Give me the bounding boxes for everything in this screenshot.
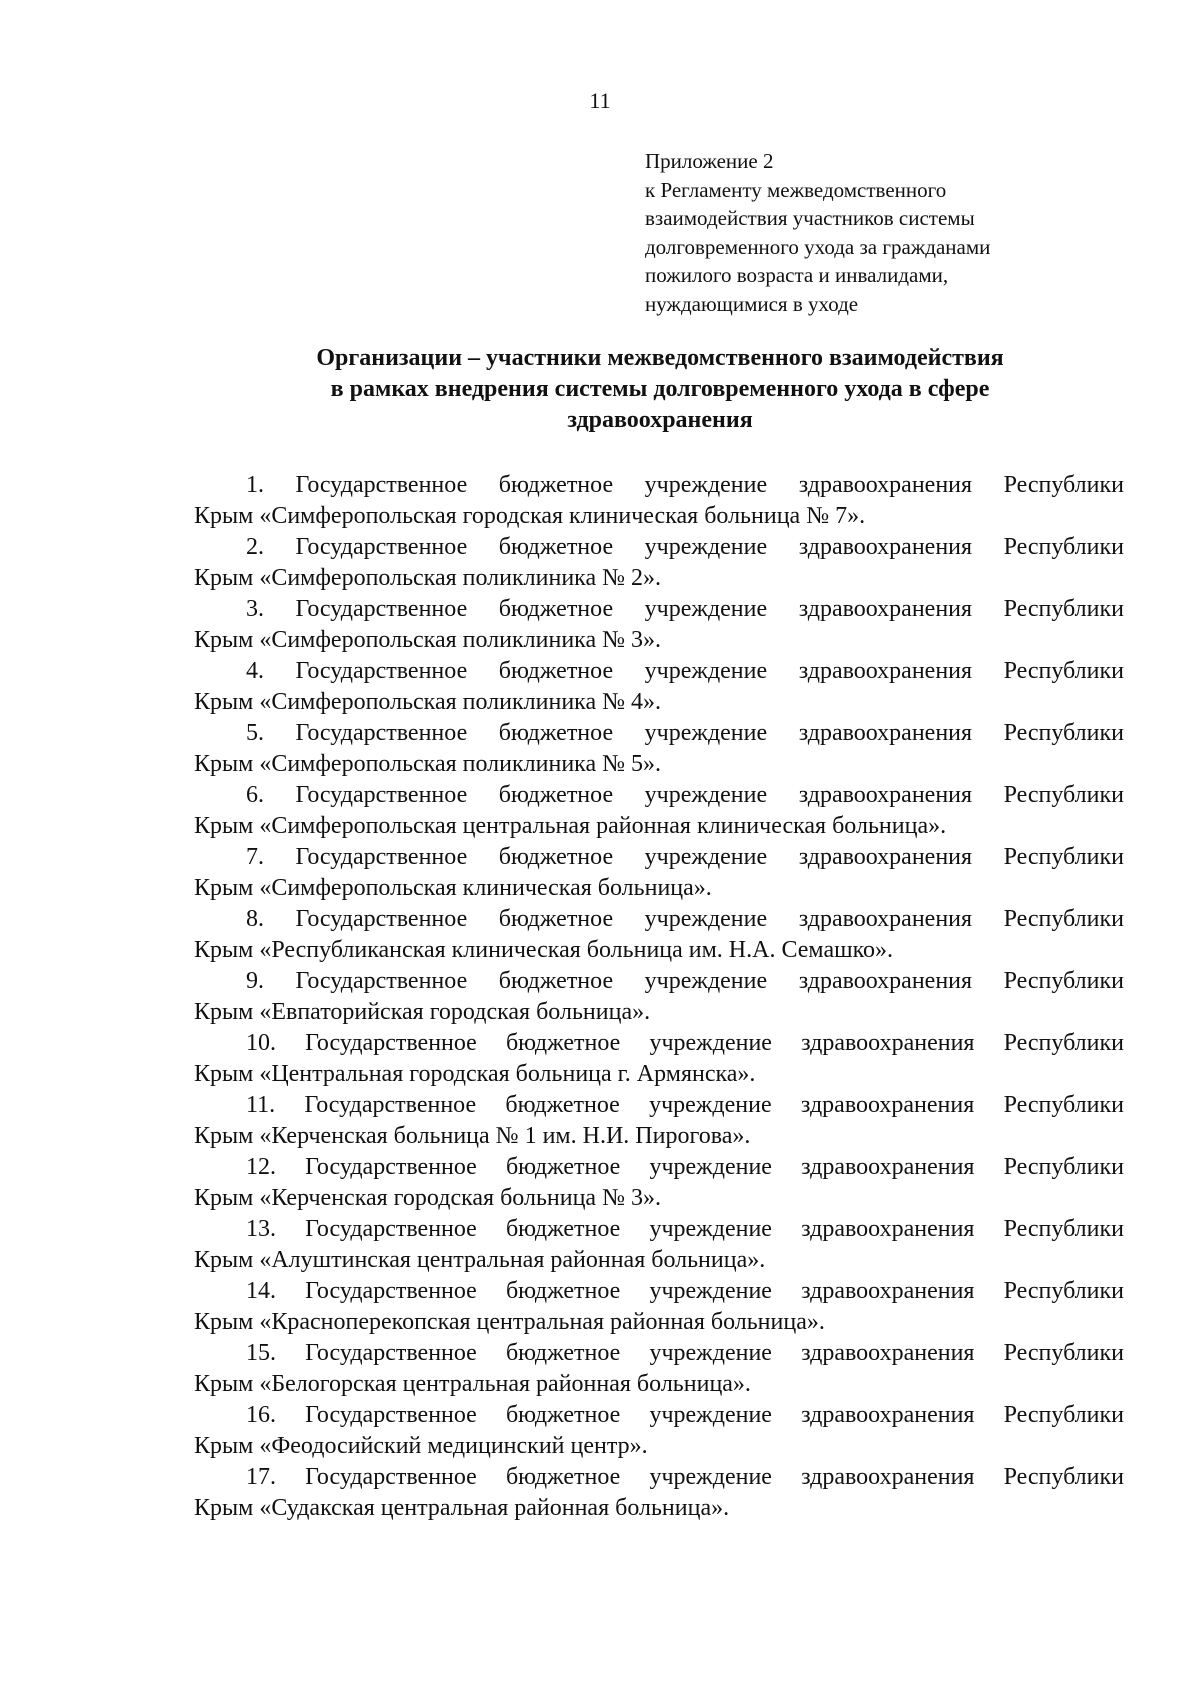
list-item [194, 1338, 1124, 1400]
list-item-text: Государственное бюджетное учреждение здравоохранения Республики [295, 596, 1124, 622]
list-item-first-line [194, 1400, 1124, 1431]
list-item [194, 1276, 1124, 1338]
list-item [194, 1400, 1124, 1462]
list-item-text: Государственное бюджетное учреждение здравоохранения Республики [295, 782, 1124, 808]
list-item-first-line [194, 780, 1124, 811]
list-item-text: Государственное бюджетное учреждение здравоохранения Республики [295, 720, 1124, 746]
appendix-line: к Регламенту межведомственного [645, 177, 947, 202]
list-item-second-line: Крым «Симферопольская поликлиника № 3». [194, 627, 662, 653]
list-item [194, 842, 1124, 904]
list-item-second-line: Крым «Симферопольская центральная районная клиническая больница». [194, 813, 947, 839]
list-item-first-line [194, 1338, 1124, 1369]
list-item-text: Государственное бюджетное учреждение здравоохранения Республики [305, 1154, 1124, 1180]
list-item-second-line: Крым «Симферопольская поликлиника № 2». [194, 565, 662, 591]
list-item [194, 966, 1124, 1028]
heading-line: Организации – участники межведомственного взаимодействия [316, 345, 1004, 371]
heading-line: в рамках внедрения системы долговременного ухода в сфере [330, 376, 990, 402]
list-item [194, 656, 1124, 718]
page-number: 11 [589, 88, 611, 113]
list-item-first-line [194, 470, 1124, 501]
list-item-first-line [194, 1152, 1124, 1183]
list-item-number: 13. [246, 1216, 276, 1242]
list-item [194, 780, 1124, 842]
list-item-text: Государственное бюджетное учреждение здравоохранения Республики [305, 1216, 1124, 1242]
list-item-text: Государственное бюджетное учреждение здравоохранения Республики [305, 1030, 1124, 1056]
list-item-text: Государственное бюджетное учреждение здравоохранения Республики [295, 658, 1124, 684]
list-item [194, 904, 1124, 966]
list-item-text: Государственное бюджетное учреждение здравоохранения Республики [295, 472, 1124, 498]
list-item-number: 10. [246, 1030, 276, 1056]
list-item-second-line: Крым «Феодосийский медицинский центр». [194, 1433, 648, 1459]
list-item-first-line [194, 656, 1124, 687]
list-item-first-line [194, 1462, 1124, 1493]
heading-line: здравоохранения [567, 407, 753, 433]
list-item-second-line: Крым «Керченская городская больница № 3». [194, 1185, 661, 1211]
list-item-number: 12. [246, 1154, 276, 1180]
list-item [194, 1152, 1124, 1214]
list-item-first-line [194, 842, 1124, 873]
list-item-number: 1. [246, 472, 264, 498]
list-item-first-line [194, 594, 1124, 625]
list-item-second-line: Крым «Центральная городская больница г. Армянска». [194, 1061, 756, 1087]
appendix-line: долговременного ухода за гражданами [645, 234, 991, 259]
document-heading [190, 343, 1130, 436]
list-item-number: 6. [246, 782, 264, 808]
list-item-second-line: Крым «Симферопольская городская клиническая больница № 7». [194, 503, 866, 529]
list-item [194, 1214, 1124, 1276]
list-item-text: Государственное бюджетное учреждение здравоохранения Республики [305, 1402, 1124, 1428]
list-item-text: Государственное бюджетное учреждение здравоохранения Республики [295, 844, 1124, 870]
list-item-first-line [194, 1276, 1124, 1307]
list-item-first-line [194, 904, 1124, 935]
list-item-second-line: Крым «Республиканская клиническая больница им. Н.А. Семашко». [194, 937, 894, 963]
list-item-second-line: Крым «Керченская больница № 1 им. Н.И. Пирогова». [194, 1123, 751, 1149]
list-item-text: Государственное бюджетное учреждение здравоохранения Республики [295, 906, 1124, 932]
appendix-line: нуждающимися в уходе [645, 291, 859, 316]
list-item-number: 7. [246, 844, 264, 870]
list-item [194, 594, 1124, 656]
list-item-text: Государственное бюджетное учреждение здравоохранения Республики [304, 1092, 1124, 1118]
list-item [194, 1028, 1124, 1090]
list-item-second-line: Крым «Симферопольская поликлиника № 5». [194, 751, 662, 777]
list-item-number: 15. [246, 1340, 276, 1366]
list-item-text: Государственное бюджетное учреждение здравоохранения Республики [295, 534, 1124, 560]
list-item-number: 3. [246, 596, 264, 622]
list-item-second-line: Крым «Красноперекопская центральная районная больница». [194, 1309, 825, 1335]
list-item-second-line: Крым «Алуштинская центральная районная больница». [194, 1247, 766, 1273]
appendix-line: пожилого возраста и инвалидами, [645, 263, 949, 287]
list-item-number: 17. [246, 1464, 276, 1490]
list-item-first-line [194, 1090, 1124, 1121]
list-item [194, 1462, 1124, 1524]
list-item-number: 14. [246, 1278, 276, 1304]
list-item-number: 16. [246, 1402, 276, 1428]
list-item-number: 11. [246, 1092, 276, 1118]
list-item [194, 1090, 1124, 1152]
list-item-second-line: Крым «Симферопольская клиническая больница». [194, 875, 712, 901]
list-item-number: 4. [246, 658, 264, 684]
list-item-first-line [194, 718, 1124, 749]
list-item [194, 718, 1124, 780]
list-item-number: 5. [246, 720, 264, 746]
list-item-text: Государственное бюджетное учреждение здравоохранения Республики [305, 1340, 1124, 1366]
appendix-note [645, 147, 1165, 318]
list-item [194, 470, 1124, 532]
list-item [194, 532, 1124, 594]
list-item-second-line: Крым «Симферопольская поликлиника № 4». [194, 689, 662, 715]
list-item-number: 9. [246, 968, 264, 994]
appendix-line: взаимодействия участников системы [645, 206, 975, 230]
list-item-first-line [194, 966, 1124, 997]
organization-list [194, 470, 1124, 1524]
list-item-text: Государственное бюджетное учреждение здравоохранения Республики [305, 1464, 1124, 1490]
list-item-number: 8. [246, 906, 264, 932]
list-item-text: Государственное бюджетное учреждение здравоохранения Республики [295, 968, 1124, 994]
list-item-second-line: Крым «Судакская центральная районная больница». [194, 1495, 730, 1521]
list-item-number: 2. [246, 534, 264, 560]
list-item-text: Государственное бюджетное учреждение здравоохранения Республики [305, 1278, 1124, 1304]
list-item-first-line [194, 1028, 1124, 1059]
list-item-second-line: Крым «Белогорская центральная районная больница». [194, 1371, 751, 1397]
list-item-first-line [194, 1214, 1124, 1245]
list-item-second-line: Крым «Евпаторийская городская больница». [194, 999, 651, 1025]
appendix-line: Приложение 2 [645, 149, 774, 173]
list-item-first-line [194, 532, 1124, 563]
